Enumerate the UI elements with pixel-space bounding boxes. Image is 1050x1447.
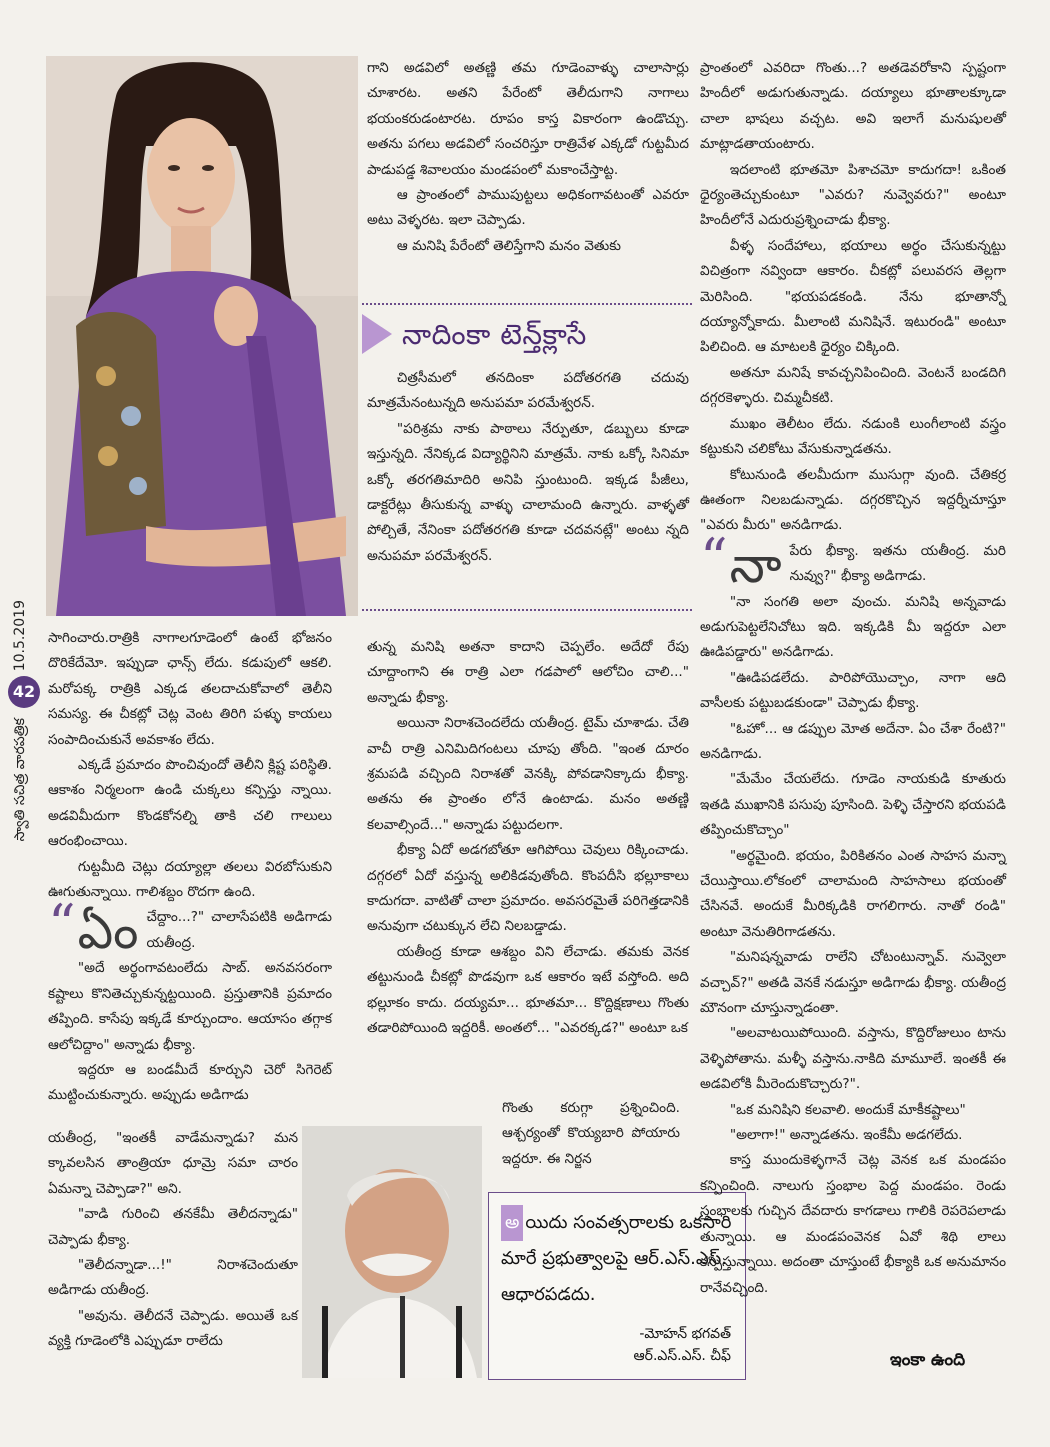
paragraph: "పరిశ్రమ నాకు పాఠాలు నేర్పుతూ, డబ్బులు కూడా ఇస్తున్నది. నేనిక్కడ విద్యార్థినిని మాత్రమే. నాకు ఒక్కో సినిమా ఒక్కో తరగతిమాదిరి అనిపి స్తుంటుంది. ఇక్కడ పీజీలు, డాక్టరేట్లు తీసుకున్న వాళ్ళు చాలామంది ఉన్నారు. వాళ్ళతో పోల్చితే, నేనింకా పదోతరగతి కూడా చదవనట్లే" అంటు న్నది అనుపమా పరమేశ్వరన్. — [367, 420, 689, 564]
paragraph: ప్రాంతంలో ఎవరిదా గొంతు...? అతడెవరోకాని స్పష్టంగా హిందీలో అడుగుతున్నాడు. దయ్యాలు భూతాలక్కూడా చాలా భాషలు వచ్చట. అవి ఇలాగే మనుషులతో మాట్లాడతాయంటారు. — [700, 60, 1006, 153]
paragraph: అయినా నిరాశచెందలేదు యతీంద్ర. టైమ్ చూశాడు. చేతి వాచీ రాత్రి ఎనిమిదిగంటలు చూపు తోంది. "ఇంత దూరం శ్రమపడి వచ్చింది నిరాశతో వెనక్కి పోవడానిక్కాదు భీక్యా. అతను ఈ ప్రాంతం లోనే ఉంటాడు. మనం అతణ్ణి కలవాల్సిందే..." అన్నాడు పట్టుదలగా. — [367, 715, 689, 833]
leader-photo-illustration — [302, 1126, 482, 1378]
magazine-name: స్వాతి సచిత్ర వారపత్రిక — [12, 718, 28, 842]
dropcap-paragraph — [48, 893, 332, 961]
quote-author-block — [633, 1323, 731, 1367]
page-number-badge: 42 — [8, 676, 40, 708]
paragraph: "నా సంగతి అలా వుంచు. మనిషి అన్నవాడు అడుగుపెట్టలేనిచోటు ఇది. ఇక్కడికి మీ ఇద్దరూ ఎలా ఊడిపడ్డారు" అనడిగాడు. — [700, 593, 1006, 661]
divider — [362, 609, 692, 611]
boxed-item-title: నాదింకా టెన్త్‌క్లాసే — [402, 318, 587, 351]
paragraph: చిత్రసీమలో తనదింకా పదోతరగతి చదువు మాత్రమేనంటున్నది అనుపమా పరమేశ్వరన్. — [367, 370, 689, 412]
column-1-text — [48, 626, 332, 1109]
paragraph: "వాడి గురించి తనకేమీ తెలీదన్నాడు" చెప్పాడు భీక్యా. — [48, 1206, 298, 1248]
paragraph: "అర్థమైంది. భయం, పిరికితనం ఎంత సాహస మన్నా చేయిస్తాయి.లోకంలో చాలామంది సాహసాలు భయంతో చేసినవే. అందుకే మీరిక్కడికి రాగలిగారు. నాతో రండి" అంటూ వెనుతిరిగాడతను. — [700, 847, 1006, 940]
paragraph: ఎక్కడే ప్రమాదం పొంచివుందో తెలీని క్లిష్ట పరిస్థితి. ఆకాశం నిర్మలంగా ఉండి చుక్కలు కన్పిస్తు న్నాయి. అడవిమీదుగా కొండకోనల్ని తాకి చలి గాలులు ఆరంభించాయి. — [48, 757, 332, 850]
dropcap-rest: పేరు భీక్యా. ఇతను యతీంద్ర. మరి నువ్వు?" భీక్యా అడిగాడు. — [789, 542, 1006, 585]
column-2-top-text — [367, 56, 689, 259]
quote-author: -మోహన్ భగవత్ — [639, 1326, 731, 1342]
issue-date: 10.5.2019 — [12, 600, 28, 672]
paragraph: కోటునుండి తలమీదుగా ముసుగ్గా వుంది. చేతికర్ర ఊతంగా నిలబడున్నాడు. దగ్గరకొచ్చిన ఇద్దర్నీచూస్తూ "ఎవరు మీరు" అనడిగాడు. — [700, 466, 1006, 534]
paragraph: "అదే అర్థంగావటంలేదు సాబ్. అనవసరంగా కష్టాలు కొనితెచ్చుకున్నట్టయింది. ప్రస్తుతానికి ప్రమాదం తప్పింది. కాసేపు ఇక్కడే కూర్చుందాం. ఆయాసం తగ్గాక ఆలోచిద్దాం" అన్నాడు భీక్యా. — [48, 960, 332, 1053]
leader-photo — [302, 1126, 482, 1378]
paragraph: ఇదలాంటి భూతమో పిశాచమో కాదుగదా! ఒకింత ధైర్యంతెచ్చుకుంటూ "ఎవరు? నువ్వెవరు?" అంటూ హిందీలోనే ఎదురుప్రశ్నించాడు భీక్యా. — [700, 161, 1006, 229]
dropcap: నా — [729, 535, 782, 594]
paragraph: అతనూ మనిషే కావచ్చనిపించింది. వెంటనే బండదిగి దగ్గరకెళ్ళారు. చిమ్మచీకటి. — [700, 364, 1006, 407]
column-1-bottom-text — [48, 1126, 298, 1355]
boxed-item-heading — [362, 304, 690, 364]
paragraph: గాని అడవిలో అతణ్ణి తమ గూడెంవాళ్ళు చాలాసార్లు చూశారట. అతని పేరేంటో తెలీదుగాని నాగాలు భయంకరుడంటారట. రూపం కాస్త వికారంగా ఉండొచ్చు. అతను పగలు అడవిలో సంచరిస్తూ రాత్రివేళ ఎక్కడో గుట్టమీద పాడుపడ్డ శివాలయం మండపంలో మకాంచేస్తాట్ట. — [367, 60, 689, 178]
to-be-continued: ఇంకా ఉంది — [890, 1350, 966, 1370]
paragraph: "ఊడిపడలేదు. పారిపోయొచ్చాం, నాగా ఆది వాసీలకు పట్టుబడకుండా" చెప్పాడు భీక్యా. — [700, 669, 1006, 712]
actress-photo-illustration — [46, 56, 358, 616]
arrow-icon — [362, 314, 392, 354]
column-2-tail-text: గొంతు కరుగ్గా ప్రశ్నించింది. ఆశ్చర్యంతో కొయ్యబారి పోయారు ఇద్దరూ. ఈ నిర్జన — [502, 1100, 680, 1167]
paragraph: "ఓహో... ఆ డప్పుల మోత అదేనా. ఏం చేశా రేంటి?" అనడిగాడు. — [700, 720, 1006, 762]
paragraph: "తెలీదన్నాడా...!" నిరాశచెందుతూ అడిగాడు యతీంద్ర. — [48, 1257, 298, 1299]
dropcap: ఏం — [77, 902, 139, 961]
column-3-text — [700, 56, 1006, 1301]
dropcap-paragraph — [700, 526, 1006, 594]
paragraph: "ఒక మనిషిని కలవాలి. అందుకే మాకీకష్టాలు" — [729, 1101, 966, 1118]
paragraph: కాస్త ముందుకెళ్ళగానే చెట్ల వెనక ఒక మండపం కన్పించింది. నాలుగు స్తంభాల పెద్ద మండపం. రెండు స్తంభాలకు గుచ్చిన దేవదారు కాగడాలు గాలికి రెపరెపలాడు తున్నాయి. ఆ మండపంవెనక ఏవో శిథి లాలు కన్పిస్తున్నాయి. అదంతా చూస్తుంటే భీక్యాకి ఒక అనుమానం రానేవచ్చింది. — [700, 1152, 1006, 1296]
side-strip — [4, 600, 38, 880]
paragraph: తున్న మనిషి అతనా కాదాని చెప్పలేం. అదేదో రేపు చూద్దాంగాని ఈ రాత్రి ఎలా గడపాలో ఆలోచిం చాలి..." అన్నాడు భీక్యా. — [367, 639, 689, 706]
column-2-bottom-text — [367, 635, 689, 1042]
paragraph: "మేమేం చేయలేదు. గూడెం నాయకుడి కూతురు ఇతడి ముఖానికి పసుపు పూసింది. పెళ్ళి చేస్తారని భయపడి తప్పించుకొచ్చాం" — [700, 771, 1006, 839]
paragraph: సాగించారు.రాత్రికి నాగాలగూడెంలో ఉంటే భోజనం దొరికేదేమో. ఇప్పుడా ఛాన్స్ లేదు. కడుపులో ఆకలి. మరోపక్క రాత్రికి ఎక్కడ తలదాచుకోవాలో తెలీని సమస్య. ఈ చీకట్లో చెట్ల వెంట తిరిగి పళ్ళు కాయలు సంపాదించుకునే అవకాశం లేదు. — [48, 630, 332, 748]
paragraph: వీళ్ళ సందేహాలు, భయాలు అర్థం చేసుకున్నట్టు విచిత్రంగా నవ్విందా ఆకారం. చీకట్లో పలువరస తెల్లగా మెరిసింది. "భయపడకండి. నేను భూతాన్నో దయ్యాన్నోకాదు. మీలాంటి మనిషినే. ఇటురండి" అంటూ పిలిచింది. ఆ మాటలకి ధైర్యం చిక్కింది. — [700, 237, 1006, 356]
paragraph: "అవును. తెలీదనే చెప్పాడు. అయితే ఒక వ్యక్తి గూడెంలోకి ఎప్పుడూ రాలేదు — [48, 1307, 298, 1350]
quote-text: యిదు సంవత్సరాలకు ఒకసారి మారే ప్రభుత్వాలపై ఆర్.ఎస్.ఎస్. ఆధారపడదు. — [501, 1212, 732, 1305]
paragraph: యతీంద్ర, "ఇంతకీ వాడేమన్నాడు? మన క్కావలసిన తాంత్రియా ధూమ్రె సమా చారం ఏమన్నా చెప్పాడా?" అని. — [48, 1130, 298, 1197]
paragraph: "అలవాటయిపోయింది. వస్తాను, కొద్దిరోజులుం టాను వెళ్ళిపోతాను. మళ్ళీ వస్తాను.నాకిది మామూలే. ఇంతకీ ఈ అడవిలోకి మీరెందుకొచ్చారు?". — [700, 1025, 1006, 1093]
quote-mark-icon: “ — [48, 893, 76, 957]
quote-author-title: ఆర్.ఎస్.ఎస్. చీఫ్ — [633, 1348, 731, 1364]
paragraph: ఇద్దరూ ఆ బండమీదే కూర్చుని చెరో సిగెరెట్ ముట్టించుకున్నారు. అప్పుడు అడిగాడు — [48, 1061, 332, 1104]
paragraph: "అలాగా!" అన్నాడతను. ఇంకేమీ అడగలేదు. — [729, 1127, 963, 1144]
paragraph: భీక్యా ఏదో అడగబోతూ ఆగిపోయి చెవులు రిక్కించాడు. దగ్గరలో ఏదో వస్తున్న అలికిడవుతోంది. కొంపదీసి భల్లూకాలు కాదుగదా. వాటితో చాలా ప్రమాదం. అవసరమైతే పరిగెత్తడానికి అనువుగా చటుక్కున లేచి నిలబడ్డాడు. — [367, 842, 689, 935]
paragraph: యతీంద్ర కూడా ఆశబ్దం విని లేచాడు. తమకు వెనక తట్టునుండి చీకట్లో పొడవుగా ఒక ఆకారం ఇటే వస్తోంది. అది భల్లూకం కాదు. దయ్యమా... భూతమా... కొద్దిక్షణాలు గొంతు తడారిపోయింది ఇద్దరికీ. అంతలో... "ఎవరక్కడ?" అంటూ ఒక — [367, 943, 689, 1037]
actress-photo — [46, 56, 358, 616]
quote-mark-icon: “ — [700, 526, 728, 590]
boxed-item-text — [367, 366, 689, 569]
quote-first-letter: అ — [501, 1205, 523, 1241]
dropcap-rest: చేద్దాం...?" చాలాసేపటికి అడిగాడు యతీంద్ర. — [146, 909, 332, 951]
paragraph: ఆ మనిషి పేరేంటో తెలిస్తేగాని మనం వెతుకు — [396, 237, 621, 254]
paragraph: "మనిషన్నవాడు రాలేని చోటంటున్నావ్. నువ్వెలా వచ్చావ్?" అతడి వెనకే నడుస్తూ అడిగాడు భీక్యా. యతీంద్ర మౌనంగా చూస్తున్నాడంతా. — [700, 949, 1006, 1017]
paragraph: ఆ ప్రాంతంలో పాముపుట్టలు అధికంగావటంతో ఎవరూ అటు వెళ్ళరట. ఇలా చెప్పాడు. — [367, 187, 689, 229]
paragraph: ముఖం తెలీటం లేదు. నడుంకి లుంగీలాంటి వస్త్రం కట్టుకుని చలికోటు వేసుకున్నాడతను. — [700, 415, 1006, 458]
paragraph: గుట్టమీది చెట్లు దయ్యాల్లా తలలు విరబోసుకుని ఊగుతున్నాయి. గాలిశబ్దం రొదగా ఉంది. — [48, 858, 332, 901]
